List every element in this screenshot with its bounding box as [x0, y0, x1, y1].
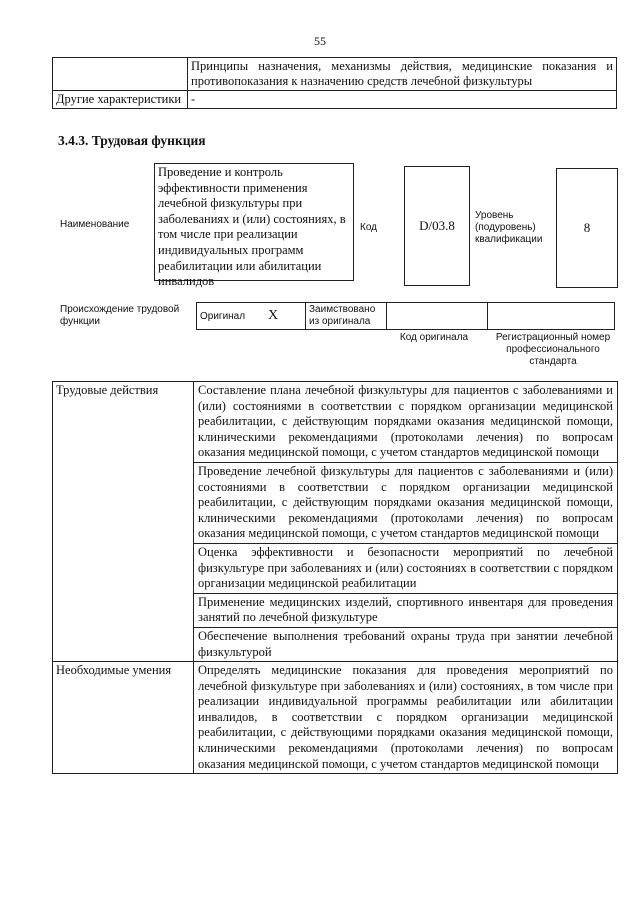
table-row [53, 662, 618, 774]
code-original-cell [387, 303, 488, 330]
table-row [197, 303, 615, 330]
original-mark: X [265, 303, 306, 330]
level-label: Уровень (подуровень) квалификации [475, 210, 543, 245]
function-details-table [52, 381, 618, 774]
function-name-box: Проведение и контроль эффективности применения лечебной физкультуры при заболеваниях и (или) состояниях, в том числе при реализации индивидуальных программ реабилитации или абилитации инвалидов [154, 163, 354, 281]
reg-number-caption: Регистрационный номер профессионального стандарта [495, 332, 611, 367]
function-code-box: D/03.8 [404, 166, 470, 286]
origin-table [196, 302, 615, 330]
origin-label: Происхождение трудовой функции [60, 304, 180, 327]
labor-action-item: Оценка эффективности и безопасности мероприятий по лечебной физкультуре при заболеваниях и (или) состояниях в соответствии с порядком организации медицинской реабилитации [194, 543, 618, 593]
labor-actions-label: Трудовые действия [53, 382, 194, 662]
qualification-level-box: 8 [556, 168, 618, 288]
top-table [52, 57, 617, 109]
name-label: Наименование [60, 219, 130, 230]
skills-label: Необходимые умения [53, 662, 194, 774]
table-row [53, 91, 617, 109]
borrowed-label: Заимствовано из оригинала [306, 303, 387, 330]
table-cell-label: Другие характеристики [53, 91, 188, 109]
code-original-caption: Код оригинала [399, 332, 469, 343]
labor-action-item: Проведение лечебной физкультуры для пациентов с заболеваниями и (или) состояниями в соответствии с порядком организации медицинской реабилитации, с действующим порядками оказания медицинской помощи, клиническими рекомендациями (протоколами лечения) по вопросам оказания медицинской помощи, с учетом стандартов медицинской помощи [194, 462, 618, 543]
table-cell-label [53, 58, 188, 91]
table-row [53, 58, 617, 91]
table-cell-value: Принципы назначения, механизмы действия, медицинские показания и противопоказания к назначению средств лечебной физкультуры [188, 58, 617, 91]
original-label: Оригинал [197, 303, 266, 330]
skill-item: Определять медицинские показания для проведения мероприятий по лечебной физкультуре при заболеваниях и (или) состояниях, в том числе при реализации индивидуальной программы реабилитации или абилитации инвалидов, в соответствии с порядком организации медицинской реабилитации, с действующими порядками оказания медицинской помощи, клиническими рекомендациями (протоколами лечения) по вопросам оказания медицинской помощи, с учетом стандартов медицинской помощи [194, 662, 618, 774]
table-row [53, 382, 618, 463]
reg-number-cell [488, 303, 615, 330]
section-title: 3.4.3. Трудовая функция [58, 133, 206, 148]
page-number: 55 [314, 34, 326, 48]
table-cell-value: - [188, 91, 617, 109]
labor-action-item: Обеспечение выполнения требований охраны труда при занятии лечебной физкультурой [194, 627, 618, 661]
labor-action-item: Применение медицинских изделий, спортивного инвентаря для проведения занятий по лечебной физкультуре [194, 593, 618, 627]
labor-action-item: Составление плана лечебной физкультуры для пациентов с заболеваниями и (или) состояниями в соответствии с порядком организации медицинской реабилитации, с действующим порядками оказания медицинской помощи, клиническими рекомендациями (протоколами лечения) по вопросам оказания медицинской помощи, с учетом стандартов медицинской помощи [194, 382, 618, 463]
code-label: Код [360, 222, 378, 233]
